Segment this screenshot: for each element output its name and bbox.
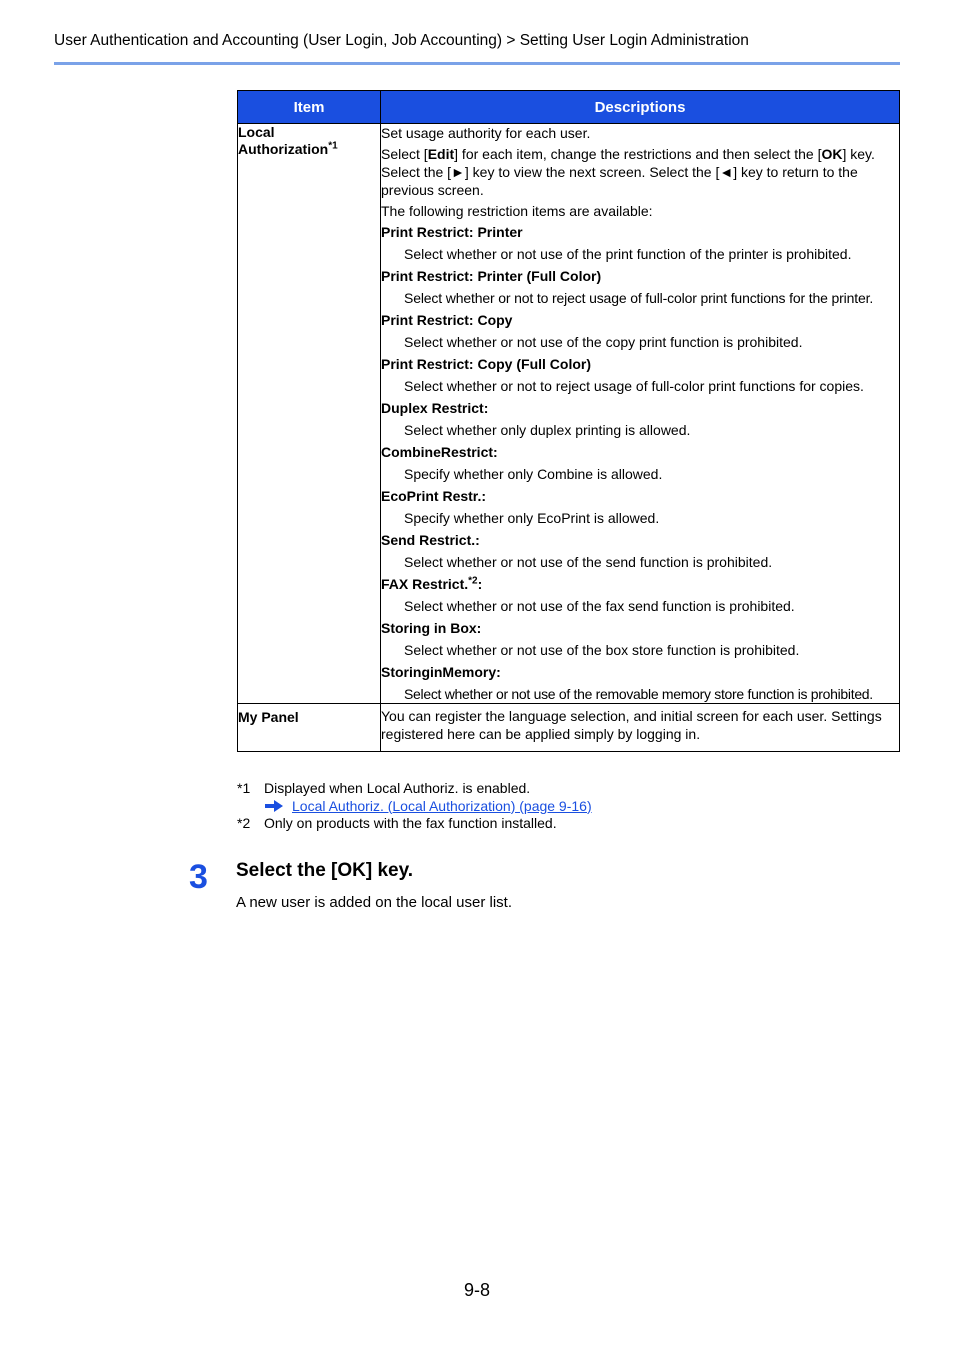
- item-cell-my-panel: [238, 704, 381, 752]
- description-text: Select [Edit] for each item, change the restrictions and then select the [OK] key. Select the [►] key to view the next screen. Select the [◄] key to return to the previous screen.: [381, 146, 875, 198]
- restriction-title: Print Restrict: Printer (Full Color): [381, 268, 602, 284]
- page-number: 9-8: [463, 1280, 490, 1300]
- item-label: Local: [238, 124, 275, 140]
- restriction-description: Select whether or not use of the print function of the printer is prohibited.: [404, 246, 852, 262]
- restriction-title: Print Restrict: Copy (Full Color): [381, 356, 591, 372]
- restriction-description: Specify whether only Combine is allowed.: [404, 466, 663, 482]
- step-title: Select the [OK] key.: [236, 860, 414, 881]
- item-label: My Panel: [238, 709, 299, 725]
- restriction-description: Select whether or not use of the copy print function is prohibited.: [404, 334, 803, 350]
- footnote-mark: *1: [237, 780, 251, 796]
- restriction-description: Select whether or not use of the box store function is prohibited.: [404, 642, 800, 658]
- footnote-text: Only on products with the fax function installed.: [264, 815, 557, 831]
- column-header-item: Item: [238, 91, 381, 124]
- restriction-description: Select whether or not to reject usage of full-color print functions for the printer.: [404, 290, 874, 306]
- restriction-title: Print Restrict: Printer: [381, 224, 523, 240]
- column-header-descriptions: Descriptions: [381, 91, 900, 124]
- table-row-my-panel: [238, 704, 900, 752]
- footnote-1-reference: [237, 798, 592, 816]
- restriction-description: Select whether or not use of the fax send function is prohibited.: [404, 598, 795, 614]
- footnote-1: [237, 780, 592, 798]
- description-cell-my-panel: [381, 704, 900, 752]
- restriction-title-fax: FAX Restrict.$^{*2}$:: [381, 575, 483, 592]
- restriction-description: Select whether or not to reject usage of full-color print functions for copies.: [404, 378, 864, 394]
- reference-arrow-icon: [265, 800, 283, 812]
- cross-reference-link[interactable]: Local Authoriz. (Local Authorization) (page 9-16): [292, 797, 592, 814]
- settings-table: [237, 90, 900, 752]
- restriction-title: Print Restrict: Copy: [381, 312, 513, 328]
- restriction-title: StoringinMemory:: [381, 664, 501, 680]
- footnote-mark: *2: [237, 815, 251, 831]
- step-number: 3: [189, 858, 208, 896]
- footnotes: [237, 780, 592, 833]
- description-text: Set usage authority for each user.: [381, 125, 591, 141]
- restriction-title: Storing in Box:: [381, 620, 482, 636]
- footnote-ref: *2: [468, 575, 478, 587]
- key-name-ok: OK: [821, 146, 843, 162]
- restriction-title: CombineRestrict:: [381, 444, 498, 460]
- footnote-2: [237, 815, 592, 833]
- page-header-breadcrumb: User Authentication and Accounting (User Login, Job Accounting) > Setting User Login Administration: [54, 32, 749, 49]
- description-cell-local-authorization: [381, 124, 900, 704]
- item-label: Authorization: [238, 141, 329, 157]
- item-cell-local-authorization: [238, 124, 381, 704]
- restriction-title: Send Restrict.:: [381, 532, 480, 548]
- header-rule: [54, 62, 900, 65]
- description-text: The following restriction items are available:: [381, 203, 653, 219]
- description-text: You can register the language selection, and initial screen for each user. Settings registered here can be applied simply by logging in.: [381, 708, 882, 742]
- restriction-description: Specify whether only EcoPrint is allowed.: [404, 510, 660, 526]
- restriction-description: Select whether only duplex printing is allowed.: [404, 422, 691, 438]
- table-row-local-authorization: [238, 124, 900, 704]
- footnote-text: Displayed when Local Authoriz. is enabled.: [264, 780, 531, 796]
- step-body: A new user is added on the local user list.: [236, 894, 512, 911]
- table-header-row: [238, 91, 900, 124]
- restriction-description: Select whether or not use of the removable memory store function is prohibited.: [404, 686, 873, 702]
- restriction-title: EcoPrint Restr.:: [381, 488, 487, 504]
- footnote-ref: *1: [328, 140, 338, 152]
- key-name-edit: Edit: [427, 146, 455, 162]
- restriction-title: Duplex Restrict:: [381, 400, 489, 416]
- restriction-description: Select whether or not use of the send function is prohibited.: [404, 554, 773, 570]
